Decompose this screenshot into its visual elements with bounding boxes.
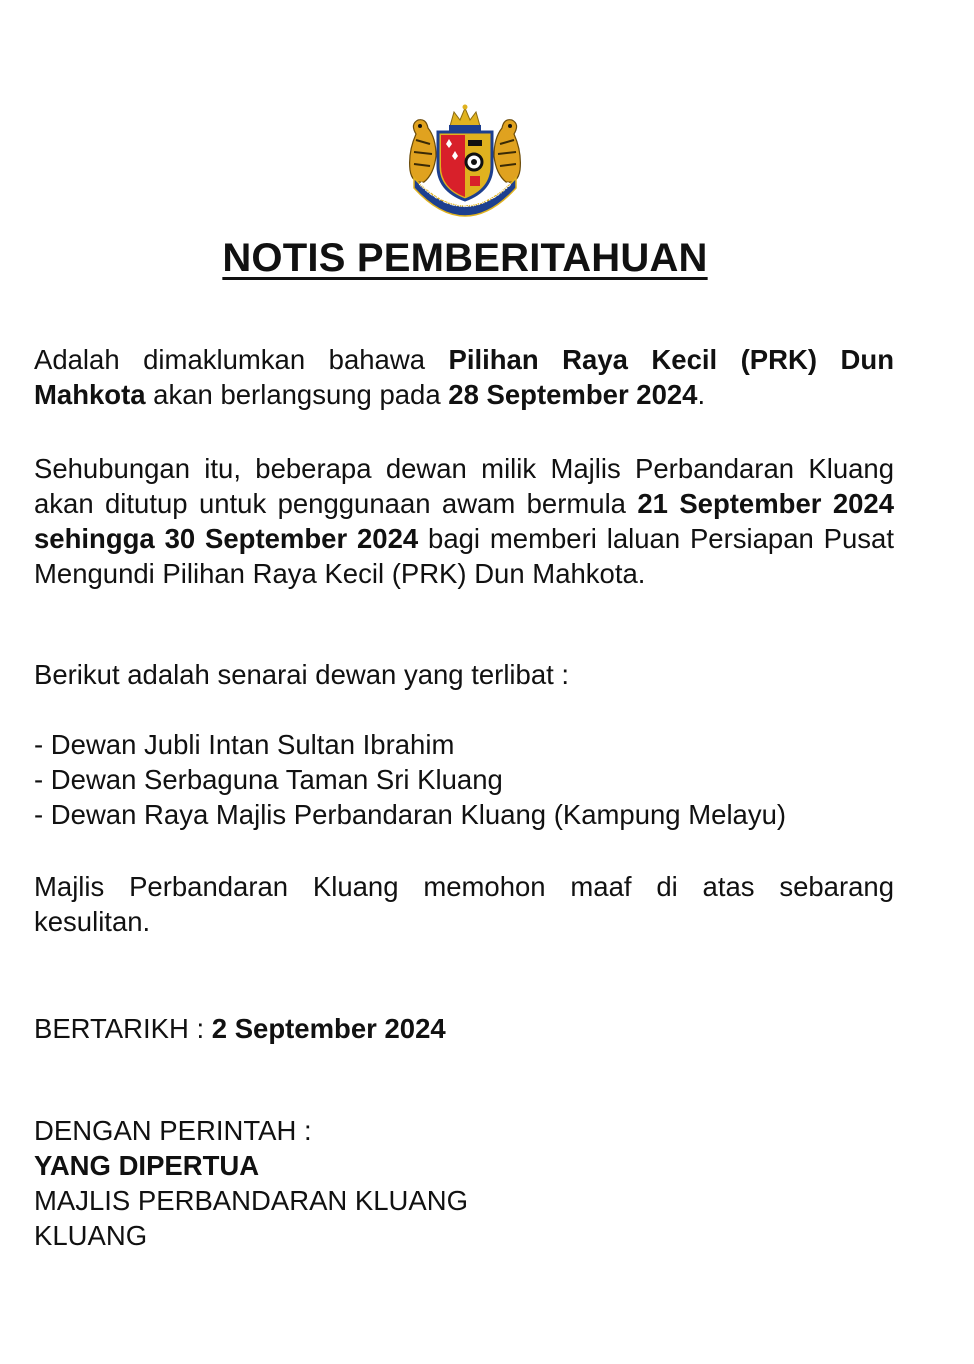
paragraph-closure: Sehubungan itu, beberapa dewan milik Majlis Perbandaran Kluang akan ditutup untuk penggunaan awam bermula 21 September 2024 sehingga 30 September 2024 bagi memberi laluan Persiapan Pusat Mengundi Pilihan Raya Kecil (PRK) Dun Mahkota.	[34, 453, 894, 589]
notice-title: NOTIS PEMBERITAHUAN	[222, 236, 708, 280]
council-crest-logo	[402, 104, 528, 222]
signature-line-4: KLUANG	[34, 1220, 148, 1251]
crest-text: MAJLIS PERBANDARAN KLUANG	[417, 180, 513, 210]
list-intro: Berikut adalah senarai dewan yang terlibat :	[34, 659, 570, 690]
shield-icon	[438, 132, 492, 200]
right-tiger-supporter-icon	[494, 120, 520, 183]
list-item: - Dewan Raya Majlis Perbandaran Kluang (Kampung Melayu)	[34, 799, 787, 830]
signature-line-1: DENGAN PERINTAH :	[34, 1115, 312, 1146]
list-item: - Dewan Serbaguna Taman Sri Kluang	[34, 764, 503, 795]
date-line: BERTARIKH : 2 September 2024	[34, 1013, 446, 1044]
paragraph-apology: Majlis Perbandaran Kluang memohon maaf di atas sebarang kesulitan.	[34, 871, 894, 937]
signature-line-3: MAJLIS PERBANDARAN KLUANG	[34, 1185, 468, 1216]
signature-line-2: YANG DIPERTUA	[34, 1150, 260, 1181]
crown-icon	[449, 105, 481, 132]
left-tiger-supporter-icon	[410, 120, 436, 183]
paragraph-announcement: Adalah dimaklumkan bahawa Pilihan Raya Kecil (PRK) Dun Mahkota akan berlangsung pada 28 September 2024.	[34, 344, 894, 410]
list-item: - Dewan Jubli Intan Sultan Ibrahim	[34, 729, 455, 760]
